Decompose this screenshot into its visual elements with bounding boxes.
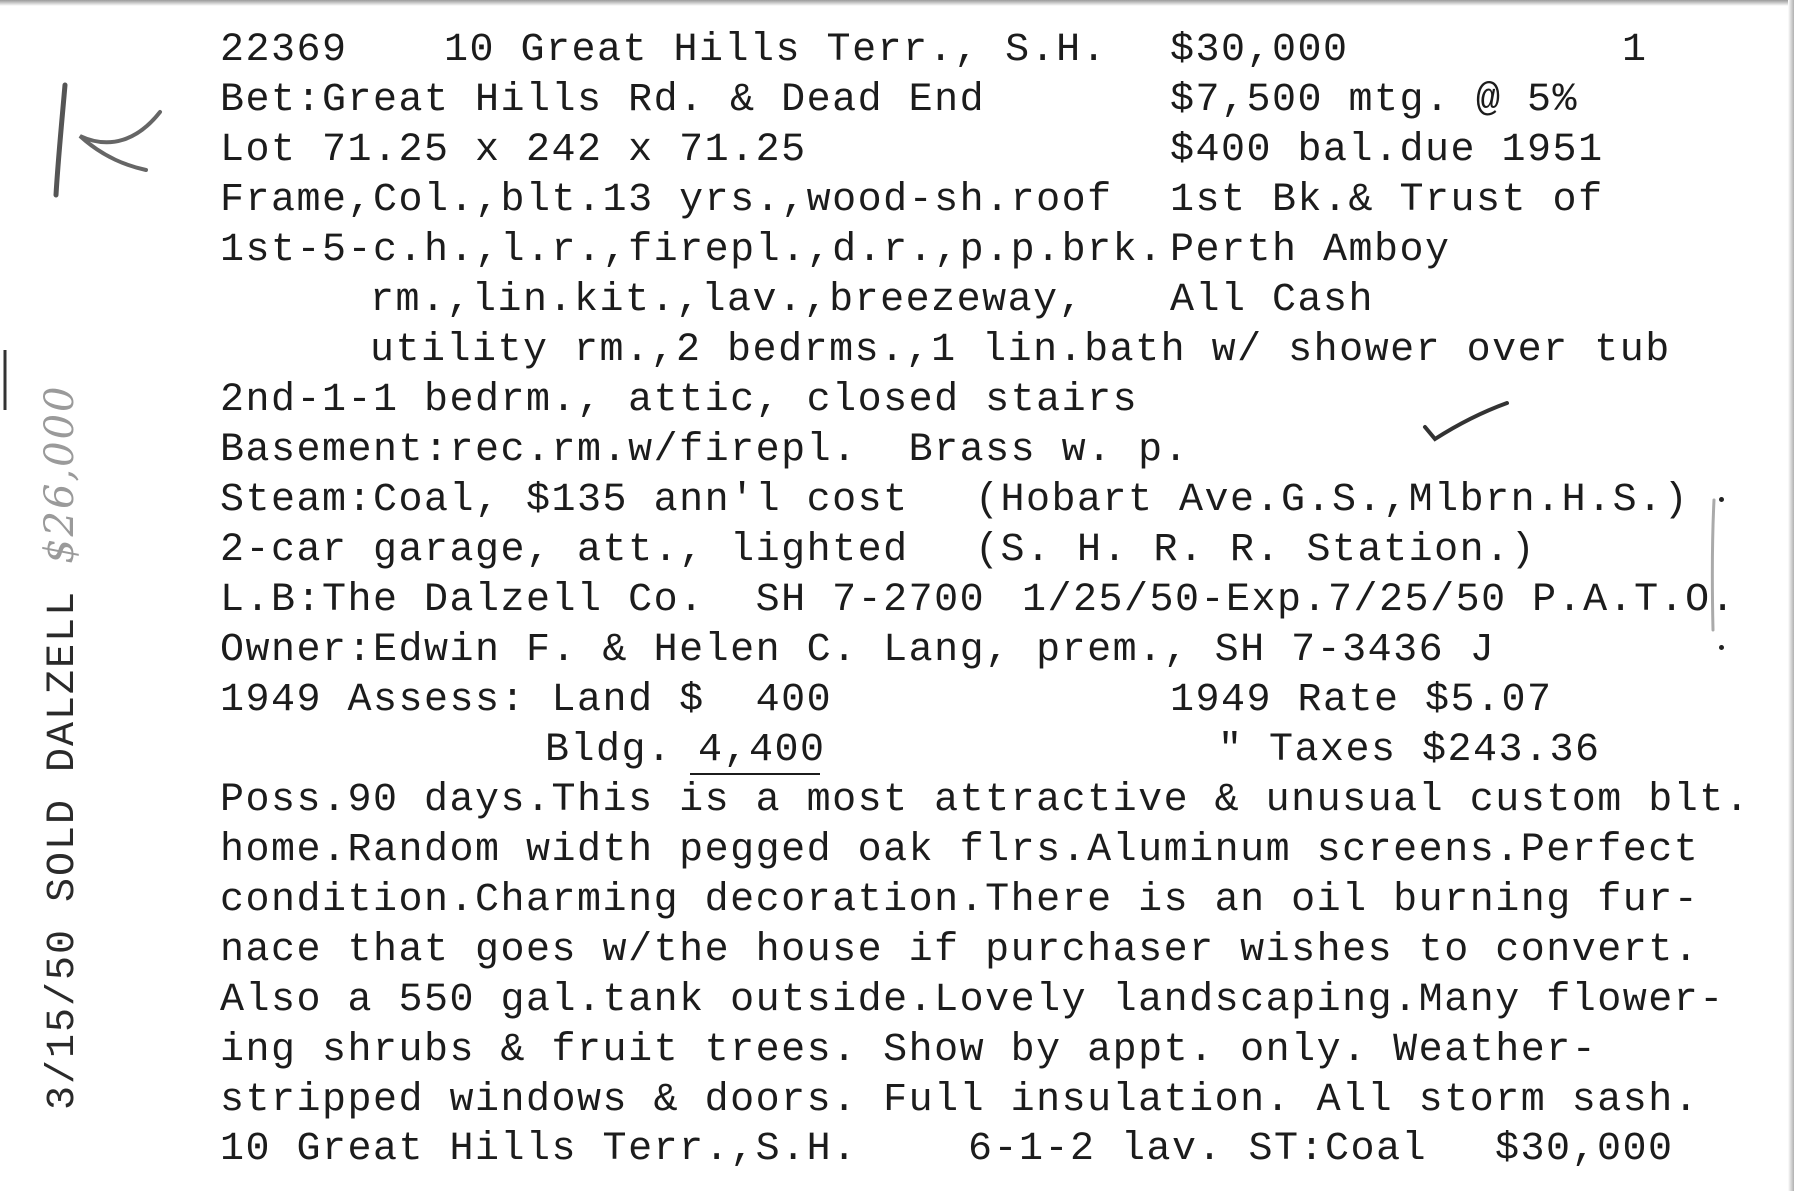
sold-stamp bbox=[38, 384, 86, 1110]
tax-rate: 1949 Rate $5.07 bbox=[1170, 678, 1553, 723]
second-floor: 2nd-1-1 bedrm., attic, closed stairs bbox=[220, 378, 1139, 423]
margin-dot bbox=[1719, 645, 1724, 650]
heating-details: Steam:Coal, $135 ann'l cost bbox=[220, 478, 909, 523]
assessment-underline bbox=[690, 773, 820, 775]
left-edge-mark bbox=[0, 345, 10, 415]
margin-dot bbox=[1719, 497, 1724, 502]
annual-taxes: " Taxes $243.36 bbox=[1218, 728, 1601, 773]
card-page-number: 1 bbox=[1622, 28, 1648, 73]
balance-due: $400 bal.due 1951 bbox=[1170, 128, 1604, 173]
nearby-schools: (Hobart Ave.G.S.,Mlbrn.H.S.) bbox=[975, 478, 1690, 523]
assessment-land: 1949 Assess: Land $ 400 bbox=[220, 678, 833, 723]
lot-size: Lot 71.25 x 242 x 71.25 bbox=[220, 128, 807, 173]
remarks-line: stripped windows & doors. Full insulation. All storm sash. bbox=[220, 1078, 1700, 1123]
remarks-line: Also a 550 gal.tank outside.Lovely landscaping.Many flower- bbox=[220, 978, 1725, 1023]
remarks-line: Poss.90 days.This is a most attractive & unusual custom blt. bbox=[220, 778, 1751, 823]
basement-details: Basement:rec.rm.w/firepl. Brass w. p. bbox=[220, 428, 1190, 473]
payment-terms: All Cash bbox=[1170, 278, 1375, 323]
cross-streets: Bet:Great Hills Rd. & Dead End bbox=[220, 78, 986, 123]
lender-line-1: 1st Bk.& Trust of bbox=[1170, 178, 1604, 223]
remarks-line: ing shrubs & fruit trees. Show by appt. only. Weather- bbox=[220, 1028, 1598, 1073]
footer-address: 10 Great Hills Terr.,S.H. bbox=[220, 1127, 858, 1172]
listing-number: 22369 bbox=[220, 28, 348, 73]
mortgage-info: $7,500 mtg. @ 5% bbox=[1170, 78, 1579, 123]
footer-price: $30,000 bbox=[1495, 1127, 1674, 1172]
card-right-edge bbox=[1788, 0, 1794, 1191]
listing-broker: L.B:The Dalzell Co. SH 7-2700 bbox=[220, 578, 986, 623]
handwritten-sale-price: $26,000 bbox=[37, 384, 83, 564]
listing-dates: 1/25/50-Exp.7/25/50 P.A.T.O. bbox=[1022, 578, 1737, 623]
construction-details: Frame,Col.,blt.13 yrs.,wood-sh.roof bbox=[220, 178, 1113, 223]
check-mark-icon bbox=[1415, 395, 1515, 445]
nearby-station: (S. H. R. R. Station.) bbox=[975, 528, 1537, 573]
asking-price: $30,000 bbox=[1170, 28, 1349, 73]
sold-stamp-text: 3/15/50 SOLD DALZELL bbox=[41, 563, 86, 1110]
first-floor-line-3: utility rm.,2 bedrms.,1 lin.bath w/ shower over tub bbox=[370, 328, 1671, 373]
remarks-line: home.Random width pegged oak flrs.Aluminum screens.Perfect bbox=[220, 828, 1700, 873]
lender-line-2: Perth Amboy bbox=[1170, 228, 1451, 273]
handwritten-k-mark bbox=[20, 70, 170, 210]
assessment-building: Bldg. 4,400 bbox=[545, 728, 826, 773]
card-top-edge bbox=[0, 0, 1794, 6]
property-address: 10 Great Hills Terr., S.H. bbox=[444, 28, 1108, 73]
first-floor-line-2: rm.,lin.kit.,lav.,breezeway, bbox=[370, 278, 1085, 323]
footer-summary: 6-1-2 lav. ST:Coal bbox=[968, 1127, 1428, 1172]
garage-details: 2-car garage, att., lighted bbox=[220, 528, 909, 573]
first-floor-line-1: 1st-5-c.h.,l.r.,firepl.,d.r.,p.p.brk. bbox=[220, 228, 1164, 273]
remarks-line: condition.Charming decoration.There is an oil burning fur- bbox=[220, 878, 1700, 923]
owner-info: Owner:Edwin F. & Helen C. Lang, prem., SH 7-3436 J bbox=[220, 628, 1496, 673]
remarks-line: nace that goes w/the house if purchaser wishes to convert. bbox=[220, 928, 1700, 973]
